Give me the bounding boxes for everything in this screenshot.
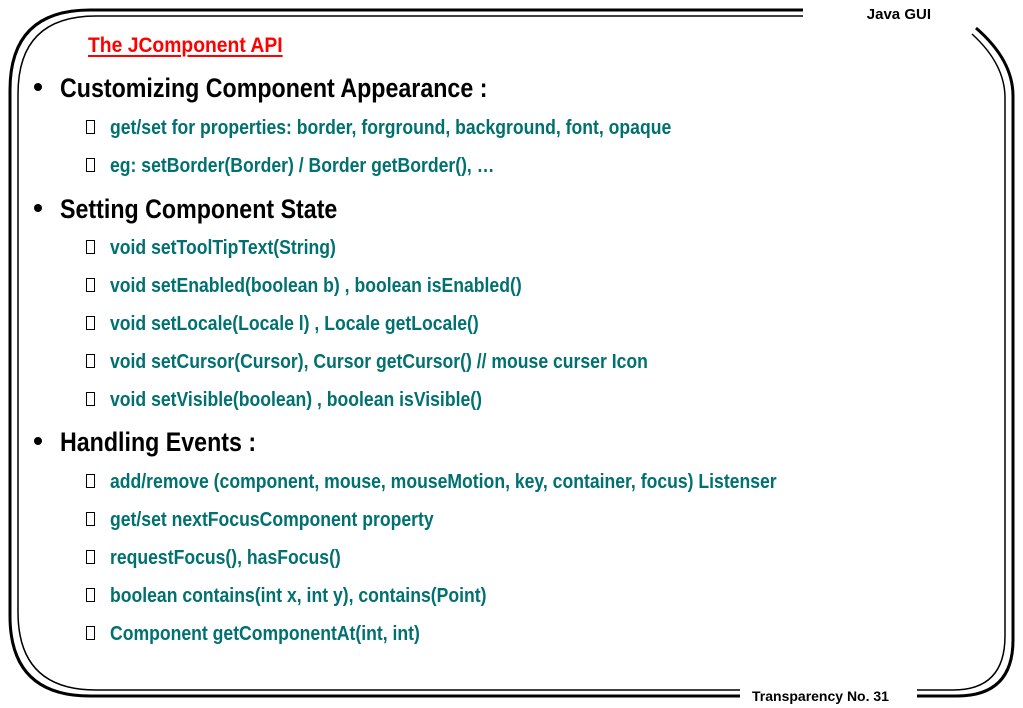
sub-bullet-text: eg: setBorder(Border) / Border getBorder(), … (110, 155, 495, 177)
sub-bullet (86, 585, 538, 608)
sub-bullet-text: add/remove (component, mouse, mouseMotion, key, container, focus) Listenser (110, 471, 777, 493)
bullet-dot-icon (34, 437, 42, 445)
sub-bullet-text: get/set for properties: border, forground, background, font, opaque (110, 117, 672, 139)
sub-bullet (86, 237, 367, 260)
bullet-heading (34, 194, 383, 225)
square-bullet-icon (86, 550, 95, 564)
sub-bullet-text: void setVisible(boolean) , boolean isVisible() (110, 389, 482, 411)
sub-bullet (86, 389, 533, 412)
sub-bullet (86, 351, 721, 374)
sub-bullet (86, 117, 748, 140)
sub-bullet-text: void setLocale(Locale l) , Locale getLocale() (110, 313, 479, 335)
sub-bullet-text: void setCursor(Cursor), Cursor getCursor() // mouse curser Icon (110, 351, 648, 373)
square-bullet-icon (86, 354, 95, 368)
square-bullet-icon (86, 158, 95, 172)
footer-page-label: Transparency No. 31 (752, 688, 889, 704)
sub-bullet (86, 547, 372, 570)
sub-bullet-text: void setToolTipText(String) (110, 237, 336, 259)
square-bullet-icon (86, 588, 95, 602)
square-bullet-icon (86, 512, 95, 526)
square-bullet-icon (86, 626, 95, 640)
square-bullet-icon (86, 120, 95, 134)
square-bullet-icon (86, 474, 95, 488)
sub-bullet-text: requestFocus(), hasFocus() (110, 547, 341, 569)
sub-bullet-text: get/set nextFocusComponent property (110, 509, 434, 531)
sub-bullet-text: boolean contains(int x, int y), contains(Point) (110, 585, 487, 607)
square-bullet-icon (86, 392, 95, 406)
square-bullet-icon (86, 278, 95, 292)
bullet-dot-icon (34, 83, 42, 91)
bullet-heading (34, 427, 288, 458)
bullet-heading (34, 73, 557, 104)
sub-bullet (86, 623, 462, 646)
sub-bullet (86, 313, 529, 336)
sub-bullet-text: Component getComponentAt(int, int) (110, 623, 420, 645)
sub-bullet (86, 509, 478, 532)
bullet-heading-text: Setting Component State (60, 194, 338, 224)
sub-bullet (86, 155, 547, 178)
header-label: Java GUI (866, 6, 931, 23)
square-bullet-icon (86, 240, 95, 254)
slide-title: The JComponent API (88, 34, 283, 57)
sub-bullet-text: void setEnabled(boolean b) , boolean isEnabled() (110, 275, 522, 297)
sub-bullet (86, 275, 578, 298)
sub-bullet (86, 471, 868, 494)
bullet-heading-text: Handling Events : (60, 427, 257, 457)
square-bullet-icon (86, 316, 95, 330)
bullet-dot-icon (34, 204, 42, 212)
bullet-heading-text: Customizing Component Appearance : (60, 73, 488, 103)
